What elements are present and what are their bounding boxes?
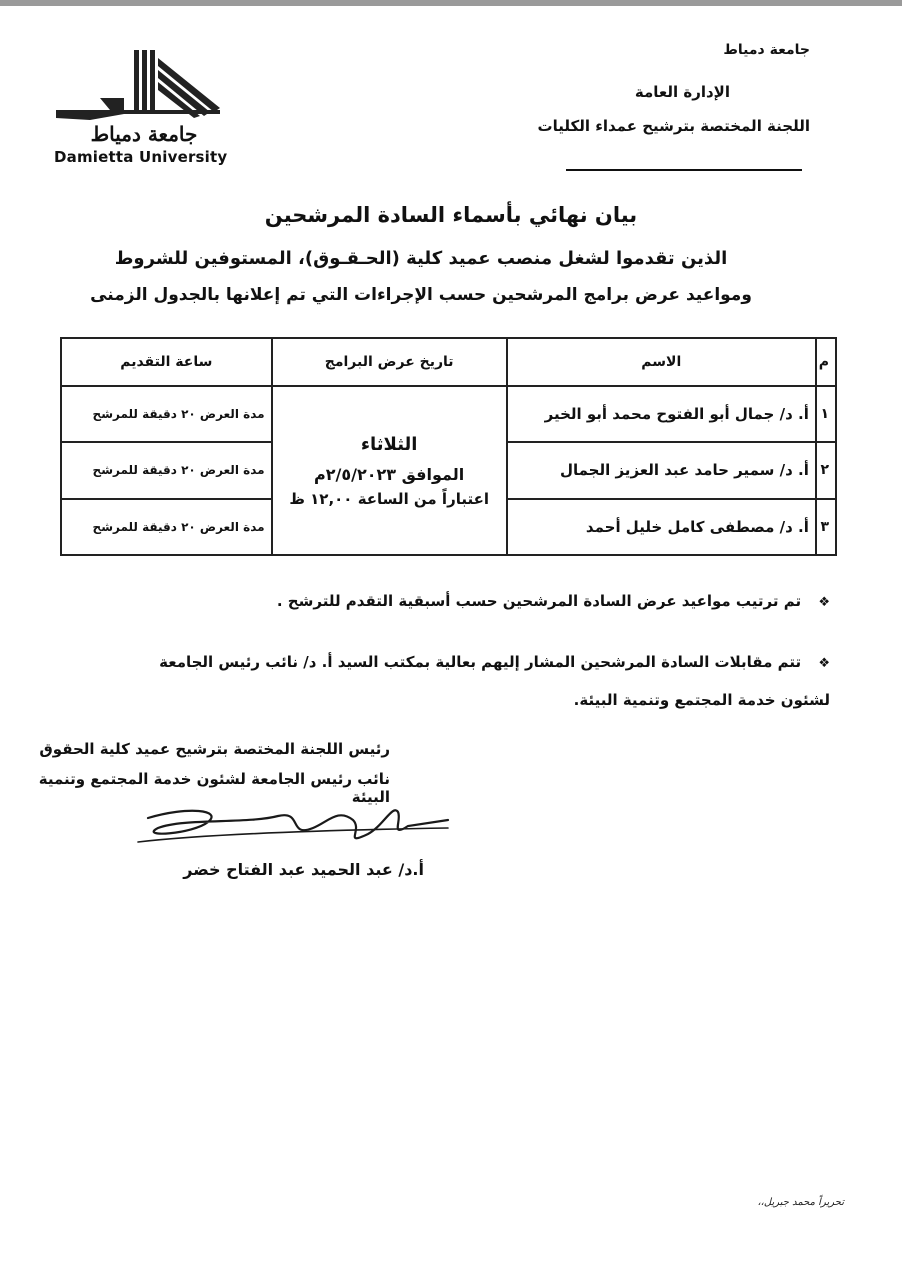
presentation-duration: مدة العرض ٢٠ دقيقة للمرشح [61, 386, 272, 442]
presentation-duration: مدة العرض ٢٠ دقيقة للمرشح [61, 499, 272, 555]
handwritten-signature-icon [128, 798, 458, 858]
header-divider [566, 169, 802, 171]
candidate-name: أ. د/ سمير حامد عبد العزيز الجمال [507, 442, 816, 498]
presentation-date: الموافق ٢/٥/٢٠٢٣م [314, 464, 465, 484]
typist-footnote: تحريراً محمد جبريل،، [757, 1197, 844, 1208]
logo-english-name: Damietta University [54, 148, 228, 166]
signatory-role-1: رئيس اللجنة المختصة بترشيح عميد كلية الحقوق [39, 740, 390, 758]
presentation-start-time: اعتباراً من الساعة ١٢,٠٠ ظ [289, 489, 489, 508]
header-time: ساعة التقديم [61, 338, 272, 386]
row-num: ٢ [816, 442, 836, 498]
document-subtitle-1: الذين تقدموا لشغل منصب عميد كلية (الحـقـوق)، المستوفين للشروط [114, 248, 728, 269]
presentation-date-cell [272, 386, 507, 555]
note-ordering-text: تم ترتيب مواعيد عرض السادة المرشحين حسب أسبقية التقدم للترشح . [276, 592, 802, 610]
bullet-icon: ❖ [818, 595, 830, 610]
org-administration: الإدارة العامة [634, 83, 730, 101]
header-date: تاريخ عرض البرامج [272, 338, 507, 386]
candidate-name: أ. د/ مصطفى كامل خليل أحمد [507, 499, 816, 555]
presentation-duration: مدة العرض ٢٠ دقيقة للمرشح [61, 442, 272, 498]
note-interviews-text: تتم مقابلات السادة المرشحين المشار إليهم بعالية بمكتب السيد أ. د/ نائب رئيس الجامعة لشئون خدمة المجتمع وتنمية البيئة. [159, 653, 830, 709]
table-header-row [61, 338, 836, 386]
note-ordering [277, 592, 830, 610]
header-name: الاسم [507, 338, 816, 386]
table-row [61, 386, 836, 442]
bullet-icon: ❖ [818, 656, 830, 671]
document-title: بيان نهائي بأسماء السادة المرشحين [264, 203, 638, 227]
candidate-name: أ. د/ جمال أبو الفتوح محمد أبو الخير [507, 386, 816, 442]
document-subtitle-2: ومواعيد عرض برامج المرشحين حسب الإجراءات التي تم إعلانها بالجدول الزمنى [90, 285, 752, 305]
org-committee: اللجنة المختصة بترشيح عمداء الكليات [537, 117, 810, 135]
presentation-day: الثلاثاء [360, 433, 418, 455]
note-interviews [110, 644, 830, 718]
header-num: م [816, 338, 836, 386]
signatory-name: أ.د/ عبد الحميد عبد الفتاح خضر [183, 860, 424, 879]
org-university: جامعة دمياط [723, 42, 810, 58]
candidates-table [60, 337, 837, 556]
signatory-role-2: نائب رئيس الجامعة لشئون خدمة المجتمع وتنمية البيئة [38, 770, 390, 806]
document-page [0, 6, 902, 1280]
logo-arabic-name: جامعة دمياط [90, 122, 198, 146]
row-num: ٣ [816, 499, 836, 555]
row-num: ١ [816, 386, 836, 442]
